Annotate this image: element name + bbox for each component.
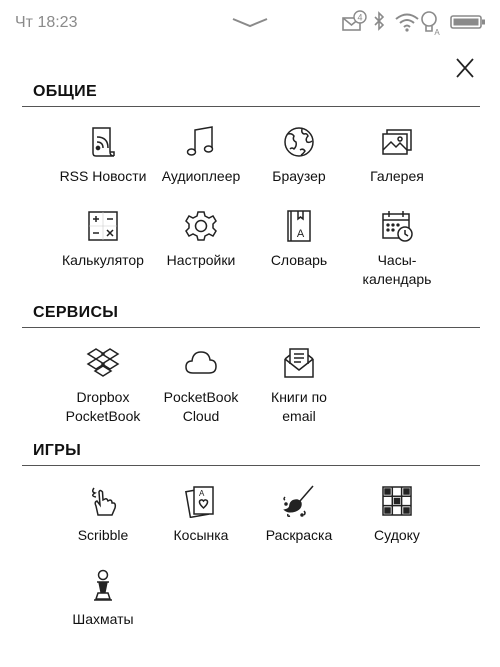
app-audio-player[interactable] <box>151 125 251 186</box>
section-title-games: ИГРЫ <box>33 442 82 459</box>
app-send-to-pocketbook[interactable] <box>249 346 349 426</box>
app-label: Часы- календарь <box>362 252 432 287</box>
app-label: Судоку <box>374 527 420 543</box>
section-divider <box>22 106 480 107</box>
app-pocketbook-cloud[interactable] <box>151 346 251 426</box>
app-label: Браузер <box>272 168 326 184</box>
bluetooth-icon <box>372 10 386 39</box>
app-label: Dropbox PocketBook <box>65 389 141 424</box>
app-label: PocketBook Cloud <box>163 389 239 424</box>
app-label: Шахматы <box>72 611 134 627</box>
notification-count: 4 <box>357 12 363 23</box>
section-title-services: СЕРВИСЫ <box>33 304 119 321</box>
close-button[interactable] <box>452 56 478 80</box>
section-divider <box>22 327 480 328</box>
app-label: RSS Новости <box>59 168 147 184</box>
app-label: Калькулятор <box>62 252 144 268</box>
chess-pawn-icon <box>86 568 120 602</box>
app-clock-calendar[interactable] <box>347 209 447 289</box>
email-books-icon <box>282 346 316 380</box>
paint-brush-icon <box>282 484 316 518</box>
app-label: Галерея <box>370 168 424 184</box>
app-label: Аудиоплеер <box>161 168 241 184</box>
chevron-down-icon[interactable] <box>231 16 269 34</box>
app-coloring[interactable] <box>249 484 349 545</box>
battery-icon <box>450 13 486 36</box>
calendar-clock-icon <box>380 209 414 243</box>
app-gallery[interactable] <box>347 125 447 186</box>
app-sudoku[interactable] <box>347 484 447 545</box>
app-chess[interactable] <box>53 568 153 629</box>
app-label: Раскраска <box>265 527 333 543</box>
calculator-icon <box>86 209 120 243</box>
app-scribble[interactable] <box>53 484 153 545</box>
gallery-icon <box>380 125 414 159</box>
wifi-icon <box>394 10 420 39</box>
frontlight-auto-icon <box>420 10 442 41</box>
app-label: Scribble <box>77 527 129 543</box>
music-note-icon <box>184 125 218 159</box>
status-bar <box>0 0 500 46</box>
app-label: Словарь <box>270 252 328 268</box>
gear-icon <box>184 209 218 243</box>
app-dictionary[interactable] <box>249 209 349 270</box>
app-solitaire[interactable] <box>151 484 251 545</box>
section-divider <box>22 465 480 466</box>
app-label: Книги по email <box>271 389 327 424</box>
app-settings[interactable] <box>151 209 251 270</box>
section-title-general: ОБЩИЕ <box>33 83 97 100</box>
dropbox-icon <box>86 346 120 380</box>
scribble-hand-icon <box>86 484 120 518</box>
svg-text:A: A <box>434 28 440 36</box>
globe-icon <box>282 125 316 159</box>
app-label: Настройки <box>166 252 236 268</box>
dictionary-icon <box>282 209 316 243</box>
cloud-icon <box>184 346 218 380</box>
app-label: Косынка <box>173 527 229 543</box>
app-calculator[interactable] <box>53 209 153 270</box>
app-browser[interactable] <box>249 125 349 186</box>
solitaire-cards-icon <box>184 484 218 518</box>
status-clock: Чт 18:23 <box>15 14 78 31</box>
svg-text:A: A <box>296 228 305 240</box>
app-dropbox[interactable] <box>53 346 153 426</box>
app-rss-news[interactable] <box>53 125 153 186</box>
close-icon[interactable] <box>452 67 478 84</box>
sudoku-grid-icon <box>380 484 414 518</box>
svg-text:A: A <box>199 489 205 498</box>
rss-news-icon <box>86 125 120 159</box>
mail-icon <box>342 10 368 39</box>
